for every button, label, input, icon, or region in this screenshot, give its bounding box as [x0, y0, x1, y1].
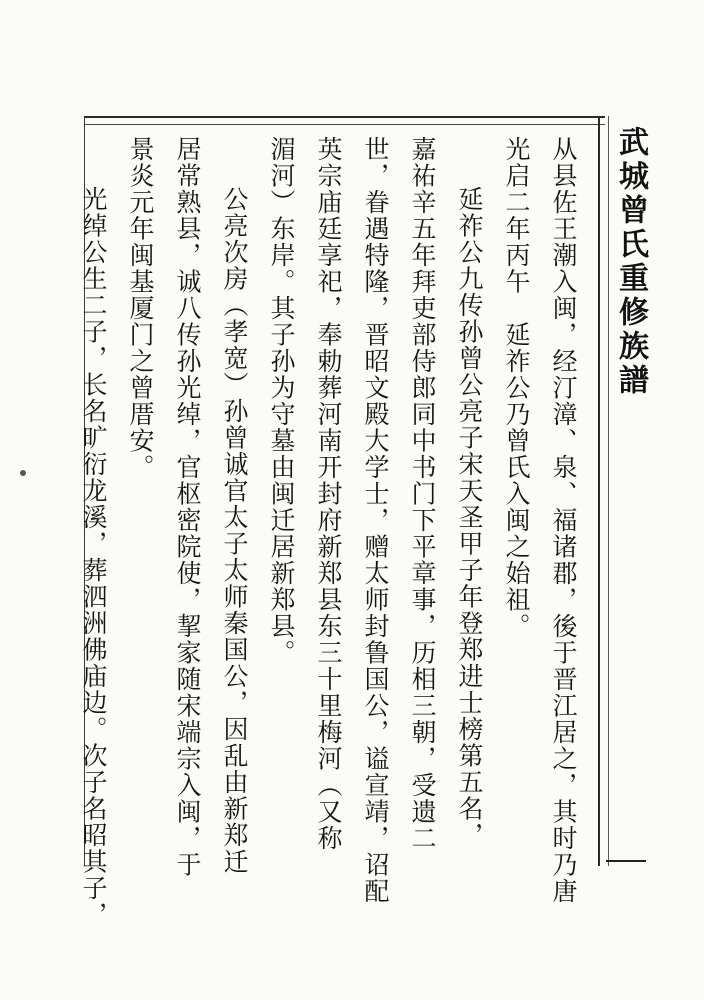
- text-column: 景炎元年闽基厦门之曾厝安。: [126, 136, 155, 481]
- text-column: 延祚公九传孙曾公亮子宋天圣甲子年登郑进士榜第五名，: [455, 186, 484, 849]
- text-column: 公亮次房（孝宽）孙曾诚官太子太师秦国公，因乱由新郑迁: [220, 186, 249, 875]
- text-column: 湄河）东岸。其子孙为守墓由闽迁居新郑县。: [267, 136, 296, 666]
- text-column: 光绰公生二子，长名旷衍龙溪，葬泗洲佛庙边。次子名昭其子，: [79, 186, 108, 928]
- text-column: 世，眷遇特隆，晋昭文殿大学士，赠太师封鲁国公，谥宣靖，诏配: [361, 136, 390, 905]
- book-title: 武城曾氏重修族譜: [613, 126, 648, 398]
- text-column: 光启二年丙午 延祚公乃曾氏入闽之始祖。: [502, 136, 531, 640]
- text-column: 从县佐王潮入闽，经汀漳、泉、福诸郡，後于晋江居之，其时乃唐: [549, 136, 578, 905]
- spine-rule: [598, 116, 609, 866]
- text-column: 英宗庙廷享祀，奉勅葬河南开封府新郑县东三十里梅河（又称: [314, 136, 343, 852]
- bottom-rule: [606, 860, 646, 862]
- text-column: 嘉祐辛五年拜吏部侍郎同中书门下平章事，历相三朝，受遗二: [408, 136, 437, 852]
- margin-mark: [20, 470, 26, 476]
- text-column: 居常熟县，诚八传孙光绰，官枢密院使，挈家随宋端宗入闽，于: [173, 136, 202, 878]
